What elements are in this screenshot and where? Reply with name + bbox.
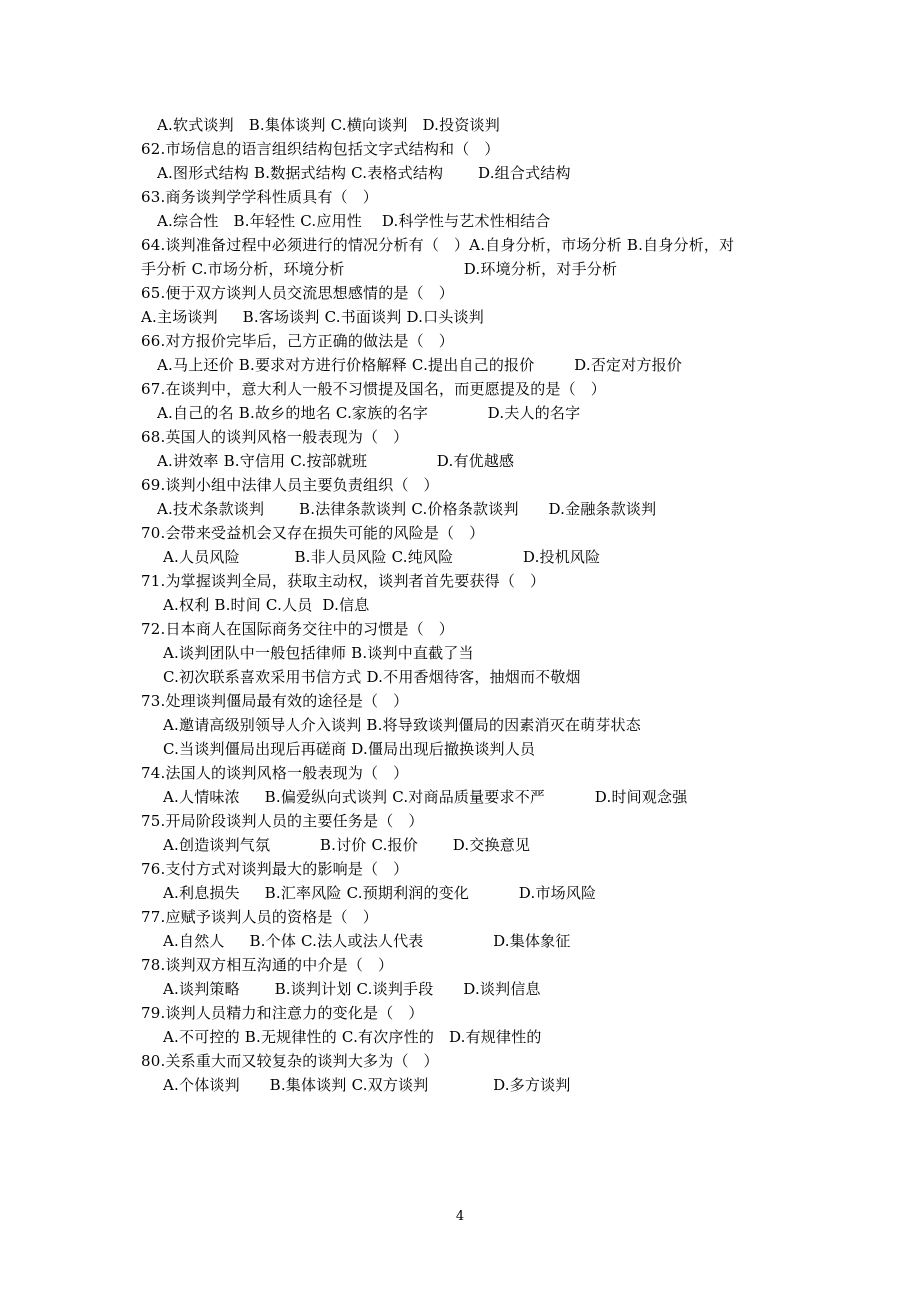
q69-options: A.技术条款谈判 B.法律条款谈判 C.价格条款谈判 D.金融条款谈判 <box>157 500 657 518</box>
q74-question: 74.法国人的谈判风格一般表现为（ ） <box>141 764 409 782</box>
q63-options: A.综合性 B.年轻性 C.应用性 D.科学性与艺术性相结合 <box>157 212 551 230</box>
q66-question: 66.对方报价完毕后，己方正确的做法是（ ） <box>141 332 454 350</box>
q79-options: A.不可控的 B.无规律性的 C.有次序性的 D.有规律性的 <box>163 1028 542 1046</box>
q68-question: 68.英国人的谈判风格一般表现为（ ） <box>141 428 409 446</box>
q70-question: 70.会带来受益机会又存在损失可能的风险是（ ） <box>141 524 485 542</box>
q74-options: A.人情味浓 B.偏爱纵向式谈判 C.对商品质量要求不严 D.时间观念强 <box>163 788 688 806</box>
q71-question: 71.为掌握谈判全局，获取主动权，谈判者首先要获得（ ） <box>141 572 546 590</box>
q63-question: 63.商务谈判学学科性质具有（ ） <box>141 188 378 206</box>
q72-options-cd: C.初次联系喜欢采用书信方式 D.不用香烟待客，抽烟而不敬烟 <box>163 668 581 686</box>
q77-question: 77.应赋予谈判人员的资格是（ ） <box>141 908 378 926</box>
q76-options: A.利息损失 B.汇率风险 C.预期利润的变化 D.市场风险 <box>163 884 597 902</box>
q75-question: 75.开局阶段谈判人员的主要任务是（ ） <box>141 812 424 830</box>
q75-options: A.创造谈判气氛 B.讨价 C.报价 D.交换意见 <box>163 836 531 854</box>
q71-options: A.权利 B.时间 C.人员 D.信息 <box>163 596 370 614</box>
q61-options: A.软式谈判 B.集体谈判 C.横向谈判 D.投资谈判 <box>157 116 500 134</box>
q80-options: A.个体谈判 B.集体谈判 C.双方谈判 D.多方谈判 <box>163 1076 571 1094</box>
q77-options: A.自然人 B.个体 C.法人或法人代表 D.集体象征 <box>163 932 571 950</box>
q72-question: 72.日本商人在国际商务交往中的习惯是（ ） <box>141 620 454 638</box>
q73-options-ab: A.邀请高级别领导人介入谈判 B.将导致谈判僵局的因素消灭在萌芽状态 <box>163 716 641 734</box>
q66-options: A.马上还价 B.要求对方进行价格解释 C.提出自己的报价 D.否定对方报价 <box>157 356 683 374</box>
page-number: 4 <box>455 1209 465 1224</box>
q70-options: A.人员风险 B.非人员风险 C.纯风险 D.投机风险 <box>163 548 601 566</box>
q64-options-cont: 手分析 C.市场分析，环境分析 D.环境分析，对手分析 <box>141 260 618 278</box>
q64-question: 64.谈判准备过程中必须进行的情况分析有（ ）A.自身分析，市场分析 B.自身分析，对 <box>141 236 735 254</box>
q62-question: 62.市场信息的语言组织结构包括文字式结构和（ ） <box>141 140 500 158</box>
q73-question: 73.处理谈判僵局最有效的途径是（ ） <box>141 692 409 710</box>
q76-question: 76.支付方式对谈判最大的影响是（ ） <box>141 860 409 878</box>
q69-question: 69.谈判小组中法律人员主要负责组织（ ） <box>141 476 439 494</box>
q65-question: 65.便于双方谈判人员交流思想感情的是（ ） <box>141 284 454 302</box>
q68-options: A.讲效率 B.守信用 C.按部就班 D.有优越感 <box>157 452 515 470</box>
q72-options-ab: A.谈判团队中一般包括律师 B.谈判中直截了当 <box>163 644 474 662</box>
q79-question: 79.谈判人员精力和注意力的变化是（ ） <box>141 1004 424 1022</box>
q78-options: A.谈判策略 B.谈判计划 C.谈判手段 D.谈判信息 <box>163 980 541 998</box>
q62-options: A.图形式结构 B.数据式结构 C.表格式结构 D.组合式结构 <box>157 164 571 182</box>
q67-question: 67.在谈判中，意大利人一般不习惯提及国名，而更愿提及的是（ ） <box>141 380 606 398</box>
q78-question: 78.谈判双方相互沟通的中介是（ ） <box>141 956 394 974</box>
q73-options-cd: C.当谈判僵局出现后再磋商 D.僵局出现后撤换谈判人员 <box>163 740 536 758</box>
q67-options: A.自己的名 B.故乡的地名 C.家族的名字 D.夫人的名字 <box>157 404 581 422</box>
q80-question: 80.关系重大而又较复杂的谈判大多为（ ） <box>141 1052 439 1070</box>
q65-options: A.主场谈判 B.客场谈判 C.书面谈判 D.口头谈判 <box>141 308 484 326</box>
